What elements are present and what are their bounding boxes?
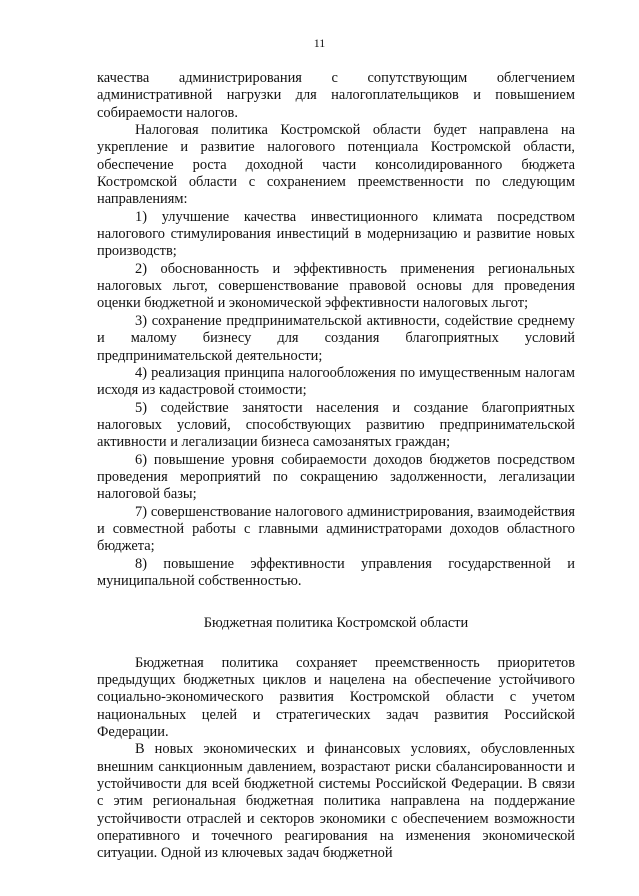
list-item-4: 4) реализация принципа налогообложения по имущественным налогам исходя из кадастровой стоимости; (97, 364, 575, 399)
paragraph-budget-policy: Бюджетная политика сохраняет преемственность приоритетов предыдущих бюджетных циклов и нацелена на обеспечение устойчивого социально-экономического развития Костромской области с учетом национальных целей и стратегических задач развития Российской Федерации. (97, 654, 575, 741)
section-heading: Бюджетная политика Костромской области (203, 615, 469, 632)
list-item-3: 3) сохранение предпринимательской активности, содействие среднему и малому бизнесу для создания благоприятных условий предпринимательской деятельности; (97, 312, 575, 364)
paragraph-economic-conditions: В новых экономических и финансовых условиях, обусловленных внешним санкционным давлением, возрастают риски сбалансированности и устойчивости для всей бюджетной системы Российской Федерации. В связи с этим региональная бюджетная политика направлена на поддержание устойчивости отраслей и секторов экономики с обеспечением возможности оперативного и точечного реагирования на изменения экономической ситуации. Одной из ключевых задач бюджетной (97, 741, 575, 862)
list-item-7: 7) совершенствование налогового администрирования, взаимодействия и совместной работы с главными администраторами доходов областного бюджета; (97, 503, 575, 555)
paragraph-tax-policy-intro: Налоговая политика Костромской области будет направлена на укрепление и развитие налогового потенциала Костромской области, обеспечение роста доходной части консолидированного бюджета Костромской области с сохранением преемственности по следующим направлениям: (97, 122, 575, 208)
list-item-5: 5) содействие занятости населения и создание благоприятных налоговых условий, способствующих развитию предпринимательской активности и легализации бизнеса самозанятых граждан; (97, 399, 575, 451)
page-body (97, 70, 575, 863)
list-item-8: 8) повышение эффективности управления государственной и муниципальной собственностью. (97, 555, 575, 589)
paragraph-continuation: качества администрирования с сопутствующим облегчением административной нагрузки для налогоплательщиков и повышением собираемости налогов. (97, 70, 575, 121)
list-item-2: 2) обоснованность и эффективность применения региональных налоговых льгот, совершенствование правовой основы для проведения оценки бюджетной и экономической эффективности налоговых льгот; (97, 260, 575, 312)
page-number: 11 (313, 36, 326, 50)
list-item-1: 1) улучшение качества инвестиционного климата посредством налогового стимулирования инвестиций в модернизацию и развитие новых производств; (97, 208, 575, 260)
list-item-6: 6) повышение уровня собираемости доходов бюджетов посредством проведения мероприятий по сокращению задолженности, легализации налоговой базы; (97, 451, 575, 503)
